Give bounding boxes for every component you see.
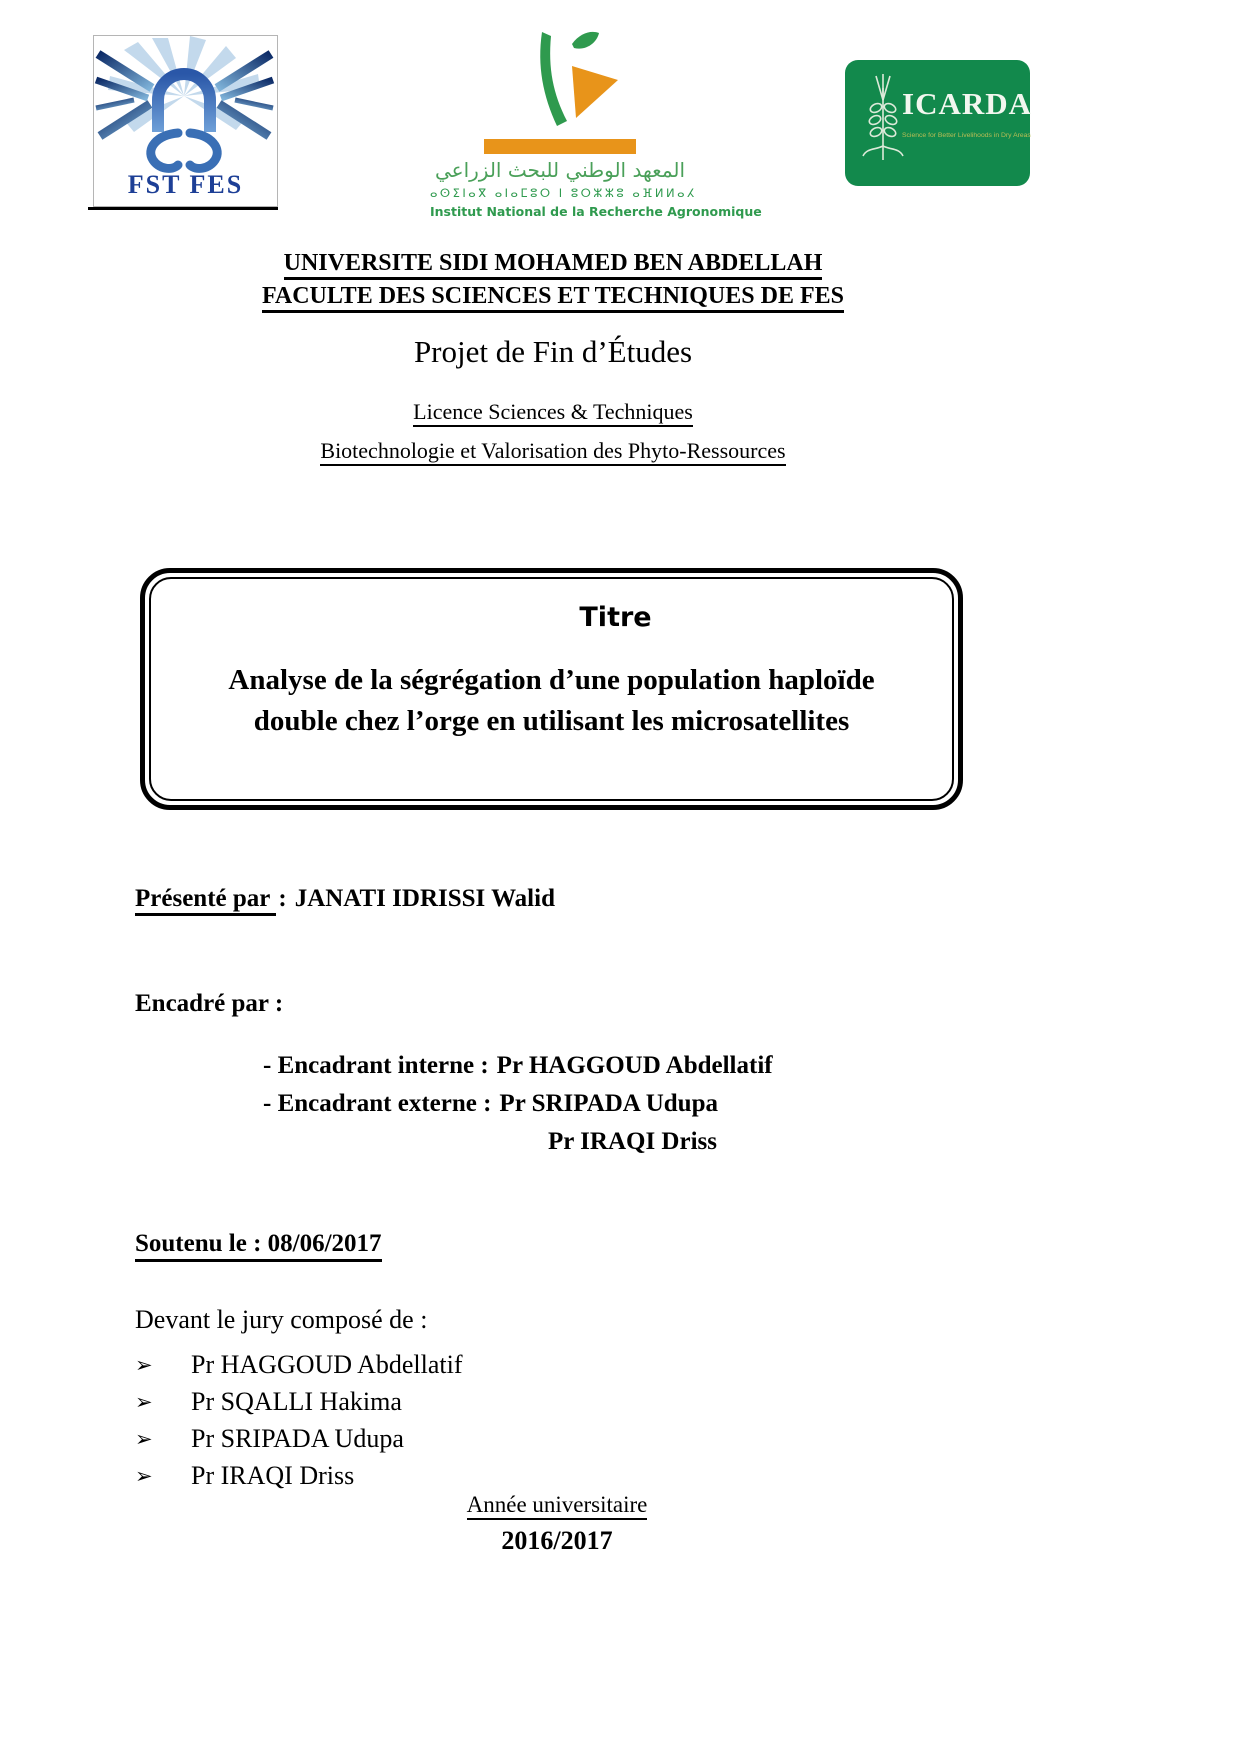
academic-year-value: 2016/2017 [501,1526,613,1555]
jury-bullet-icon: ➢ [135,1353,153,1377]
academic-year-label: Année universitaire [0,1492,1114,1518]
jury-item [135,1350,463,1387]
inra-logo [430,28,762,219]
project-type: Projet de Fin d’Études [413,334,693,369]
right-wing [217,54,273,136]
jury-member-name: Pr HAGGOUD Abdellatif [191,1350,463,1379]
supervised-by-heading: Encadré par : [135,990,284,1017]
title-box [140,568,963,810]
presented-by-separator: : [278,885,287,912]
thesis-title-line1: Analyse de la ségrégation d’une population haploïde [228,664,875,696]
jury-member-name: Pr IRAQI Driss [191,1461,355,1490]
jury-bullet-icon: ➢ [135,1464,153,1488]
presented-by-label: Présenté par [135,885,276,916]
supervisor-external-2: Pr IRAQI Driss [548,1128,717,1155]
specialty: Biotechnologie et Valorisation des Phyto-Ressources [0,438,1106,464]
icarda-logo [845,60,1030,186]
inra-orange-bar [484,139,636,154]
jury-intro: Devant le jury composé de : [135,1305,428,1334]
university-name: UNIVERSITE SIDI MOHAMED BEN ABDELLAH [0,250,1106,277]
title-box-label: Titre [579,602,652,633]
fst-logo-label: FST FES [127,170,244,199]
thesis-title-line2: double chez l’orge en utilisant les microsatellites [253,705,850,737]
fst-logo-underline [88,207,278,210]
supervisor-internal [263,1052,773,1080]
fst-logo [93,35,278,207]
inra-name-tifinagh: ⴰⵙⵉⵏⴰⴳ ⴰⵏⴰⵎⵓⵔ ⵏ ⵓⵔⵣⵣⵓ ⴰⴼⵍⵍⴰⵃ [430,186,697,200]
jury-item [135,1387,463,1424]
arch-emblem [151,74,217,168]
supervisor-internal-label: - Encadrant interne : [263,1052,489,1079]
icarda-tagline: Science for Better Livelihoods in Dry Areas [902,132,1031,139]
icarda-name: ICARDA [902,86,1032,121]
supervisor-external-name: Pr SRIPADA Udupa [499,1090,718,1117]
jury-member-name: Pr SRIPADA Udupa [191,1424,404,1453]
presented-by-name: JANATI IDRISSI Walid [294,885,555,912]
inra-name-french: Institut National de la Recherche Agronomique [430,204,762,219]
defense-date: Soutenu le : 08/06/2017 [135,1230,382,1258]
jury-list [135,1350,463,1498]
jury-bullet-icon: ➢ [135,1427,153,1451]
presented-by [135,885,555,913]
inra-sprout-icon [480,28,640,132]
inra-name-arabic: المعهد الوطني للبحث الزراعي [434,158,686,182]
program: Licence Sciences & Techniques [0,399,1106,425]
supervisor-external [263,1090,718,1118]
supervisor-external-label: - Encadrant externe : [263,1090,492,1117]
jury-member-name: Pr SQALLI Hakima [191,1387,402,1416]
jury-item [135,1424,463,1461]
faculty-name: FACULTE DES SCIENCES ET TECHNIQUES DE FES [0,283,1106,310]
jury-bullet-icon: ➢ [135,1390,153,1414]
icarda-logo-background [845,60,1030,186]
thesis-title [152,660,951,742]
supervisor-internal-name: Pr HAGGOUD Abdellatif [496,1052,773,1079]
